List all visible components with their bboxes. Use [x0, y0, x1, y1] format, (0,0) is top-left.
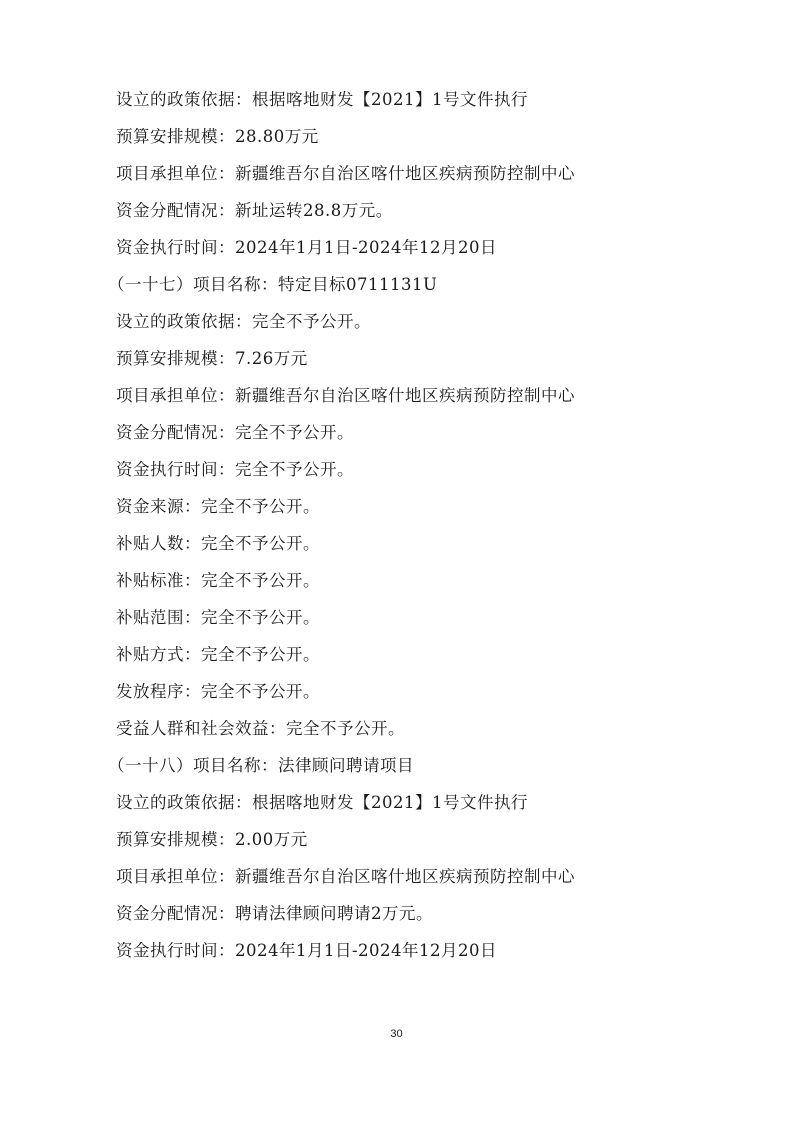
text-line: 设立的政策依据：根据喀地财发【2021】1号文件执行: [116, 90, 528, 109]
text-line: 项目承担单位：新疆维吾尔自治区喀什地区疾病预防控制中心: [116, 867, 575, 886]
page-number: 30: [390, 1028, 403, 1040]
text-line: 补贴人数：完全不予公开。: [116, 534, 320, 553]
text-line: 资金执行时间：2024年1月1日-2024年12月20日: [116, 238, 498, 257]
text-line: 资金来源：完全不予公开。: [116, 497, 320, 516]
text-line: 项目承担单位：新疆维吾尔自治区喀什地区疾病预防控制中心: [116, 164, 575, 183]
section-heading: （一十七）项目名称：特定目标0711131U: [108, 275, 438, 294]
text-line: 补贴方式：完全不予公开。: [116, 645, 320, 664]
text-line: 项目承担单位：新疆维吾尔自治区喀什地区疾病预防控制中心: [116, 386, 575, 405]
text-line: 资金执行时间：完全不予公开。: [116, 460, 354, 479]
text-line: 设立的政策依据：完全不予公开。: [116, 312, 371, 331]
text-line: 预算安排规模：28.80万元: [116, 127, 319, 146]
text-line: 补贴标准：完全不予公开。: [116, 571, 320, 590]
text-line: 资金执行时间：2024年1月1日-2024年12月20日: [116, 941, 498, 960]
text-line: 资金分配情况：聘请法律顾问聘请2万元。: [116, 904, 433, 923]
text-line: 预算安排规模：7.26万元: [116, 349, 308, 368]
text-line: 设立的政策依据：根据喀地财发【2021】1号文件执行: [116, 793, 528, 812]
text-line: 资金分配情况：完全不予公开。: [116, 423, 354, 442]
text-line: 预算安排规模：2.00万元: [116, 830, 308, 849]
text-line: 补贴范围：完全不予公开。: [116, 608, 320, 627]
section-heading: （一十八）项目名称：法律顾问聘请项目: [108, 756, 414, 775]
text-line: 发放程序：完全不予公开。: [116, 682, 320, 701]
text-line: 资金分配情况：新址运转28.8万元。: [116, 201, 393, 220]
text-line: 受益人群和社会效益：完全不予公开。: [116, 719, 405, 738]
